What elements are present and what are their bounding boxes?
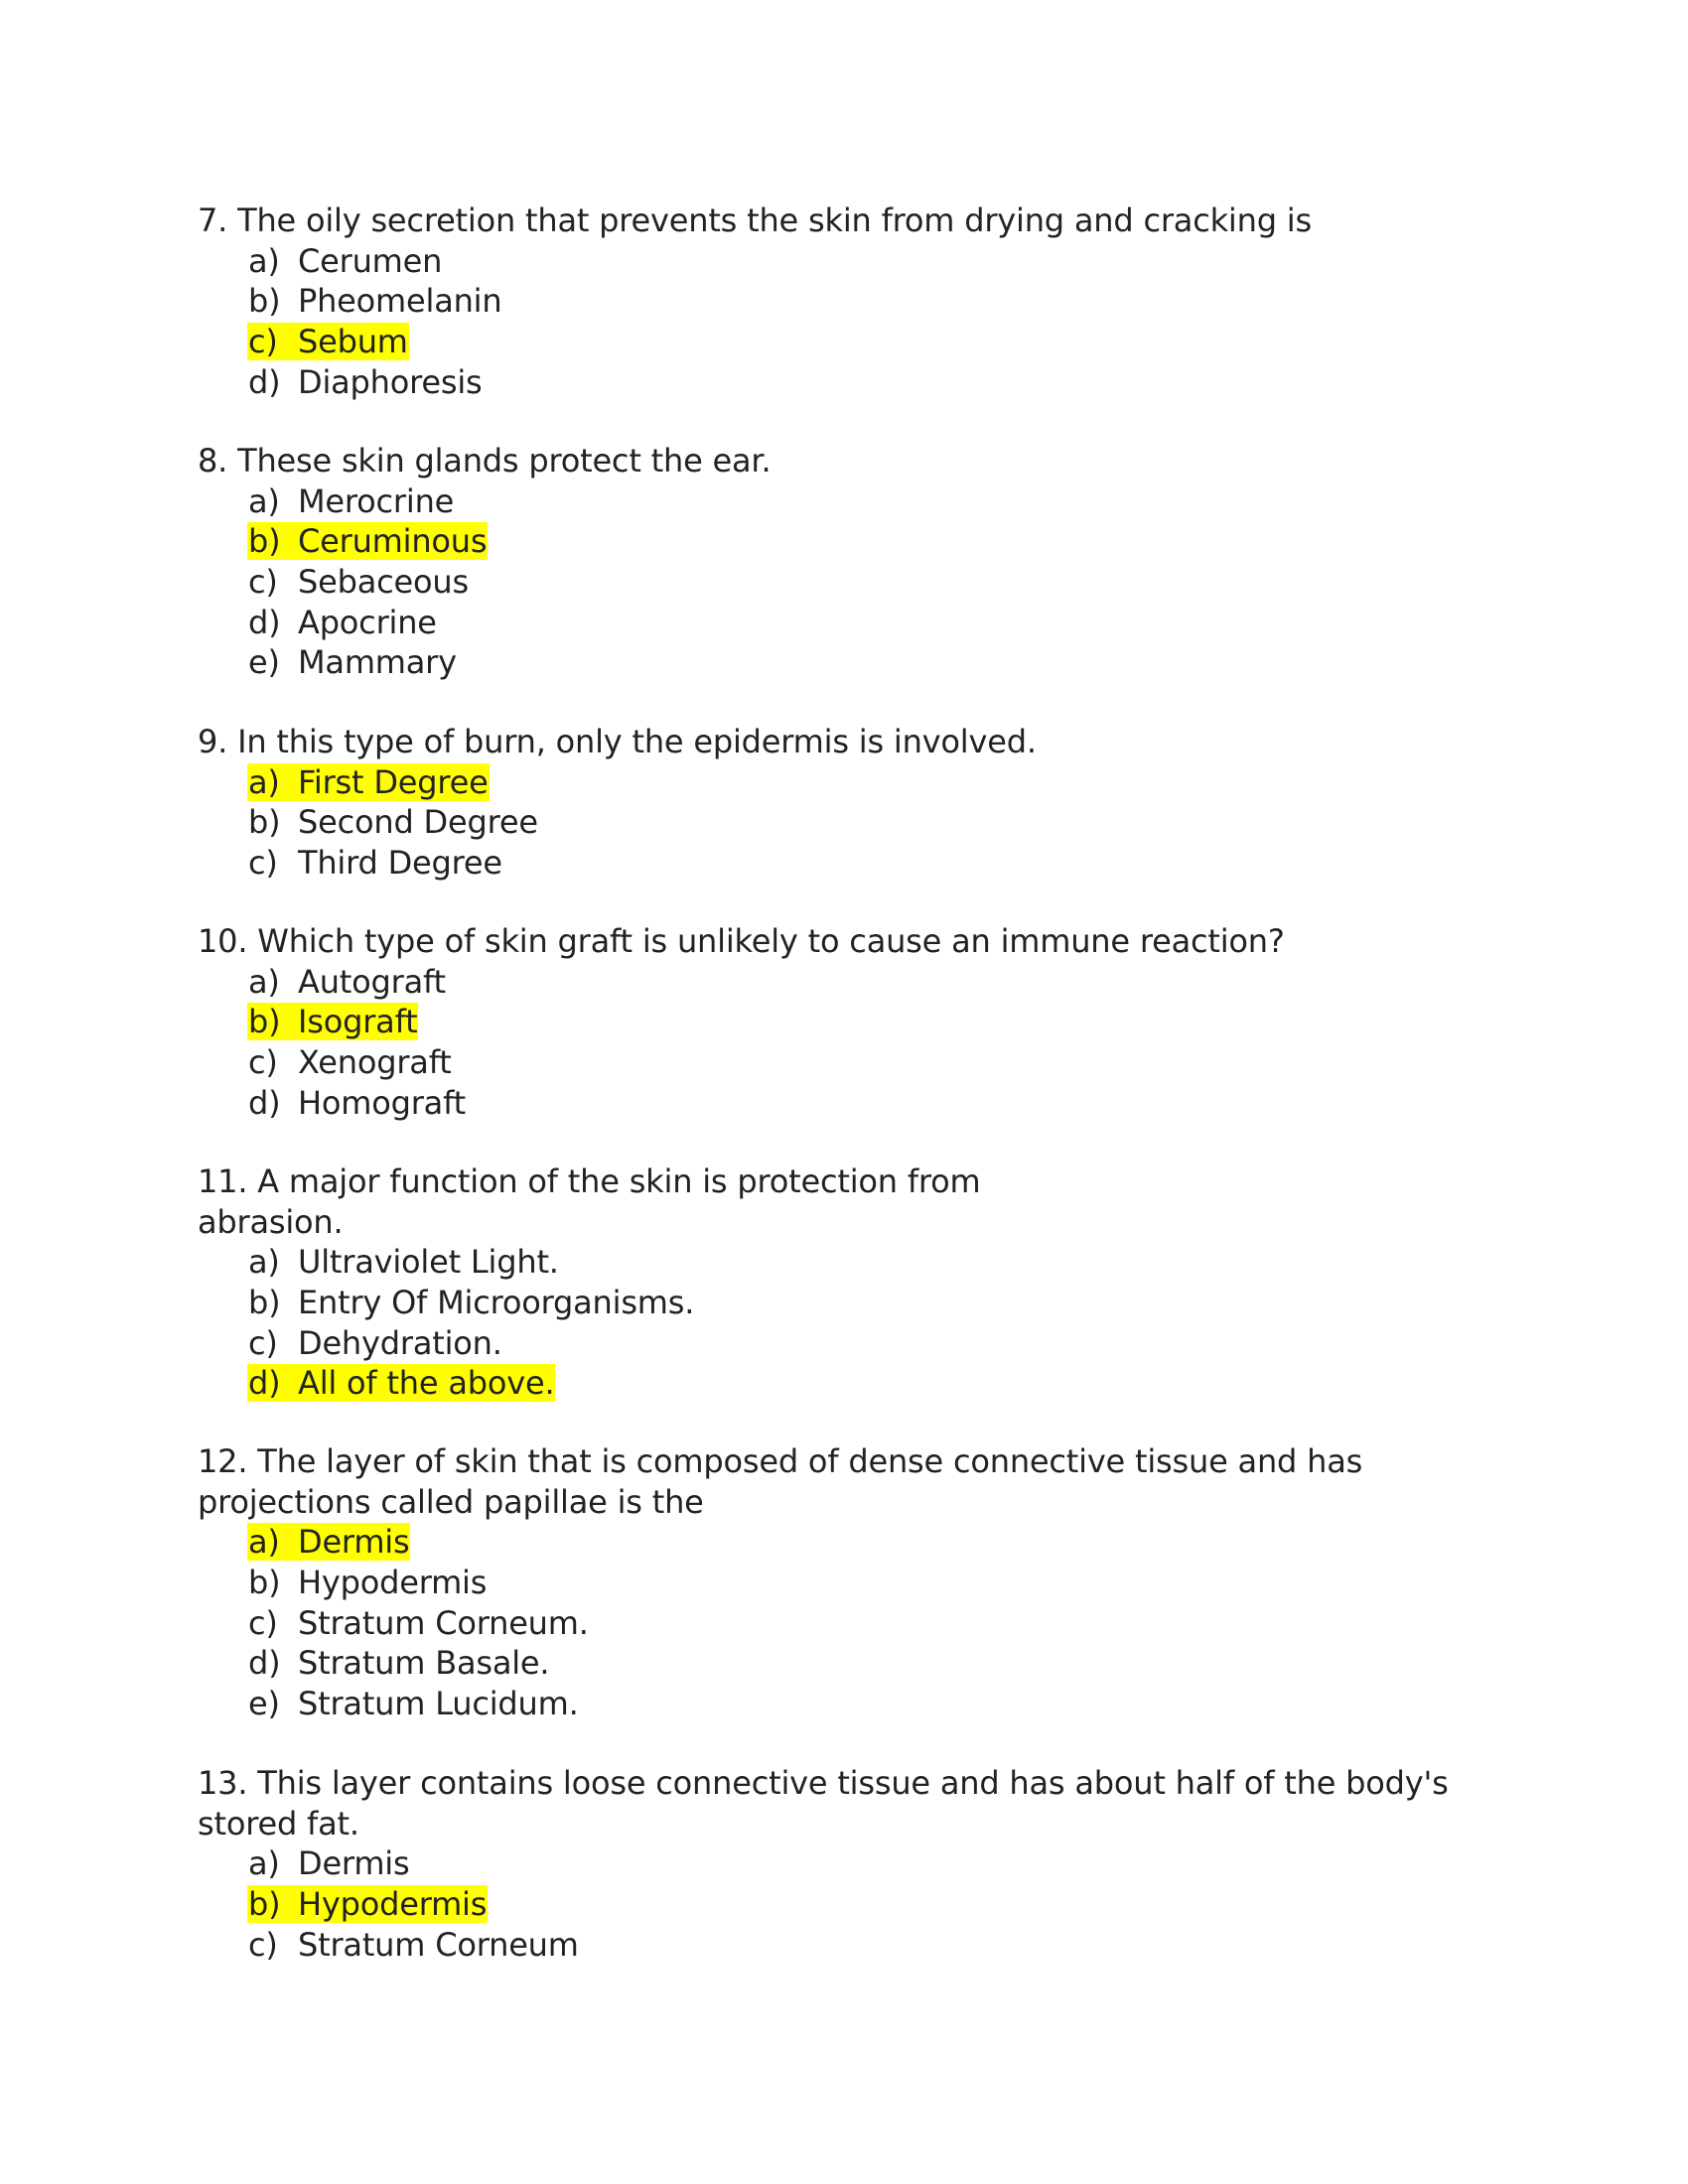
option-letter: b) [248, 1885, 281, 1924]
option-label: Stratum Lucidum. [298, 1685, 579, 1723]
option-letter: d) [248, 362, 281, 401]
option-letter: e) [248, 1685, 280, 1723]
option-item [198, 1283, 1508, 1323]
option-list [198, 762, 1508, 884]
option-letter: b) [248, 1003, 281, 1041]
option-item [198, 1042, 1508, 1083]
option-item [198, 1843, 1508, 1884]
option-label: Third Degree [298, 844, 502, 883]
option-item [198, 1643, 1508, 1684]
option-letter: c) [248, 1603, 278, 1642]
option-item [198, 362, 1508, 403]
question-11 [198, 1161, 1508, 1404]
option-list [198, 962, 1508, 1124]
option-item [198, 481, 1508, 522]
option-label: Sebum [298, 323, 408, 361]
option-letter: b) [248, 803, 281, 842]
option-letter: b) [248, 1564, 281, 1602]
question-stem: 9. In this type of burn, only the epidermis is involved. [198, 723, 1037, 760]
option-letter: a) [248, 1243, 280, 1282]
option-item [198, 281, 1508, 322]
option-item [198, 562, 1508, 603]
option-item [198, 1242, 1508, 1283]
option-label: All of the above. [298, 1364, 555, 1403]
option-letter: d) [248, 603, 281, 641]
option-letter: a) [248, 962, 280, 1001]
option-letter: a) [248, 1844, 280, 1883]
option-letter: c) [248, 1925, 278, 1964]
option-letter: b) [248, 282, 281, 321]
option-label: Second Degree [298, 803, 538, 842]
question-stem: 10. Which type of skin graft is unlikely to cause an immune reaction? [198, 922, 1285, 960]
question-stem-line: 13. This layer contains loose connective tissue and has about half of the body's [198, 1764, 1449, 1802]
option-item [198, 241, 1508, 282]
option-label: Entry Of Microorganisms. [298, 1284, 695, 1322]
option-list [198, 481, 1508, 683]
option-label: Diaphoresis [298, 362, 483, 401]
option-item [198, 1002, 1508, 1042]
option-label: Mammary [298, 643, 457, 682]
option-item [198, 843, 1508, 884]
option-letter: a) [248, 481, 280, 520]
option-letter: e) [248, 643, 280, 682]
option-item [198, 802, 1508, 843]
option-label: Stratum Corneum. [298, 1603, 589, 1642]
question-stem-line: projections called papillae is the [198, 1482, 704, 1521]
question-stem-line: abrasion. [198, 1202, 344, 1241]
option-letter: d) [248, 1644, 281, 1683]
option-letter: c) [248, 844, 278, 883]
option-label: Dermis [298, 1844, 410, 1883]
question-8 [198, 441, 1508, 683]
option-letter: a) [248, 762, 280, 801]
option-item [198, 962, 1508, 1003]
option-list [198, 241, 1508, 403]
option-label: Stratum Basale. [298, 1644, 550, 1683]
option-item [198, 762, 1508, 803]
option-label: Apocrine [298, 603, 437, 641]
option-item [198, 1522, 1508, 1563]
question-stem-line: 11. A major function of the skin is protection from [198, 1162, 981, 1200]
option-label: Dermis [298, 1523, 410, 1562]
option-item [198, 521, 1508, 562]
option-letter: c) [248, 323, 278, 361]
option-label: Hypodermis [298, 1564, 488, 1602]
option-label: Autograft [298, 962, 446, 1001]
question-stem-line: 12. The layer of skin that is composed of dense connective tissue and has [198, 1442, 1363, 1480]
option-list [198, 1522, 1508, 1723]
option-letter: c) [248, 1323, 278, 1362]
option-letter: c) [248, 563, 278, 602]
option-label: First Degree [298, 762, 489, 801]
question-12 [198, 1441, 1508, 1724]
option-item [198, 1563, 1508, 1603]
question-13 [198, 1763, 1508, 1965]
question-stem: 8. These skin glands protect the ear. [198, 442, 772, 479]
option-label: Merocrine [298, 481, 455, 520]
option-label: Ultraviolet Light. [298, 1243, 559, 1282]
option-item [198, 1684, 1508, 1724]
option-label: Hypodermis [298, 1885, 488, 1924]
option-item [198, 603, 1508, 643]
option-letter: c) [248, 1043, 278, 1082]
option-label: Ceruminous [298, 522, 488, 561]
question-stem: 7. The oily secretion that prevents the skin from drying and cracking is [198, 202, 1312, 239]
option-letter: a) [248, 241, 280, 280]
option-item [198, 1363, 1508, 1404]
question-10 [198, 921, 1508, 1123]
option-item [198, 1323, 1508, 1364]
option-label: Cerumen [298, 241, 443, 280]
option-item [198, 1925, 1508, 1966]
option-letter: d) [248, 1364, 281, 1403]
question-stem-line: stored fat. [198, 1804, 359, 1843]
option-letter: d) [248, 1083, 281, 1122]
option-item [198, 1603, 1508, 1644]
option-label: Homograft [298, 1083, 466, 1122]
option-label: Pheomelanin [298, 282, 502, 321]
option-label: Dehydration. [298, 1323, 502, 1362]
question-9 [198, 722, 1508, 884]
option-item [198, 1083, 1508, 1124]
option-list [198, 1242, 1508, 1404]
option-letter: b) [248, 522, 281, 561]
option-item [198, 1884, 1508, 1925]
question-7 [198, 201, 1508, 402]
option-item [198, 322, 1508, 362]
option-label: Xenograft [298, 1043, 452, 1082]
option-label: Isograft [298, 1003, 418, 1041]
option-item [198, 642, 1508, 683]
option-letter: b) [248, 1284, 281, 1322]
option-label: Sebaceous [298, 563, 469, 602]
option-list [198, 1843, 1508, 1965]
option-letter: a) [248, 1523, 280, 1562]
option-label: Stratum Corneum [298, 1925, 579, 1964]
